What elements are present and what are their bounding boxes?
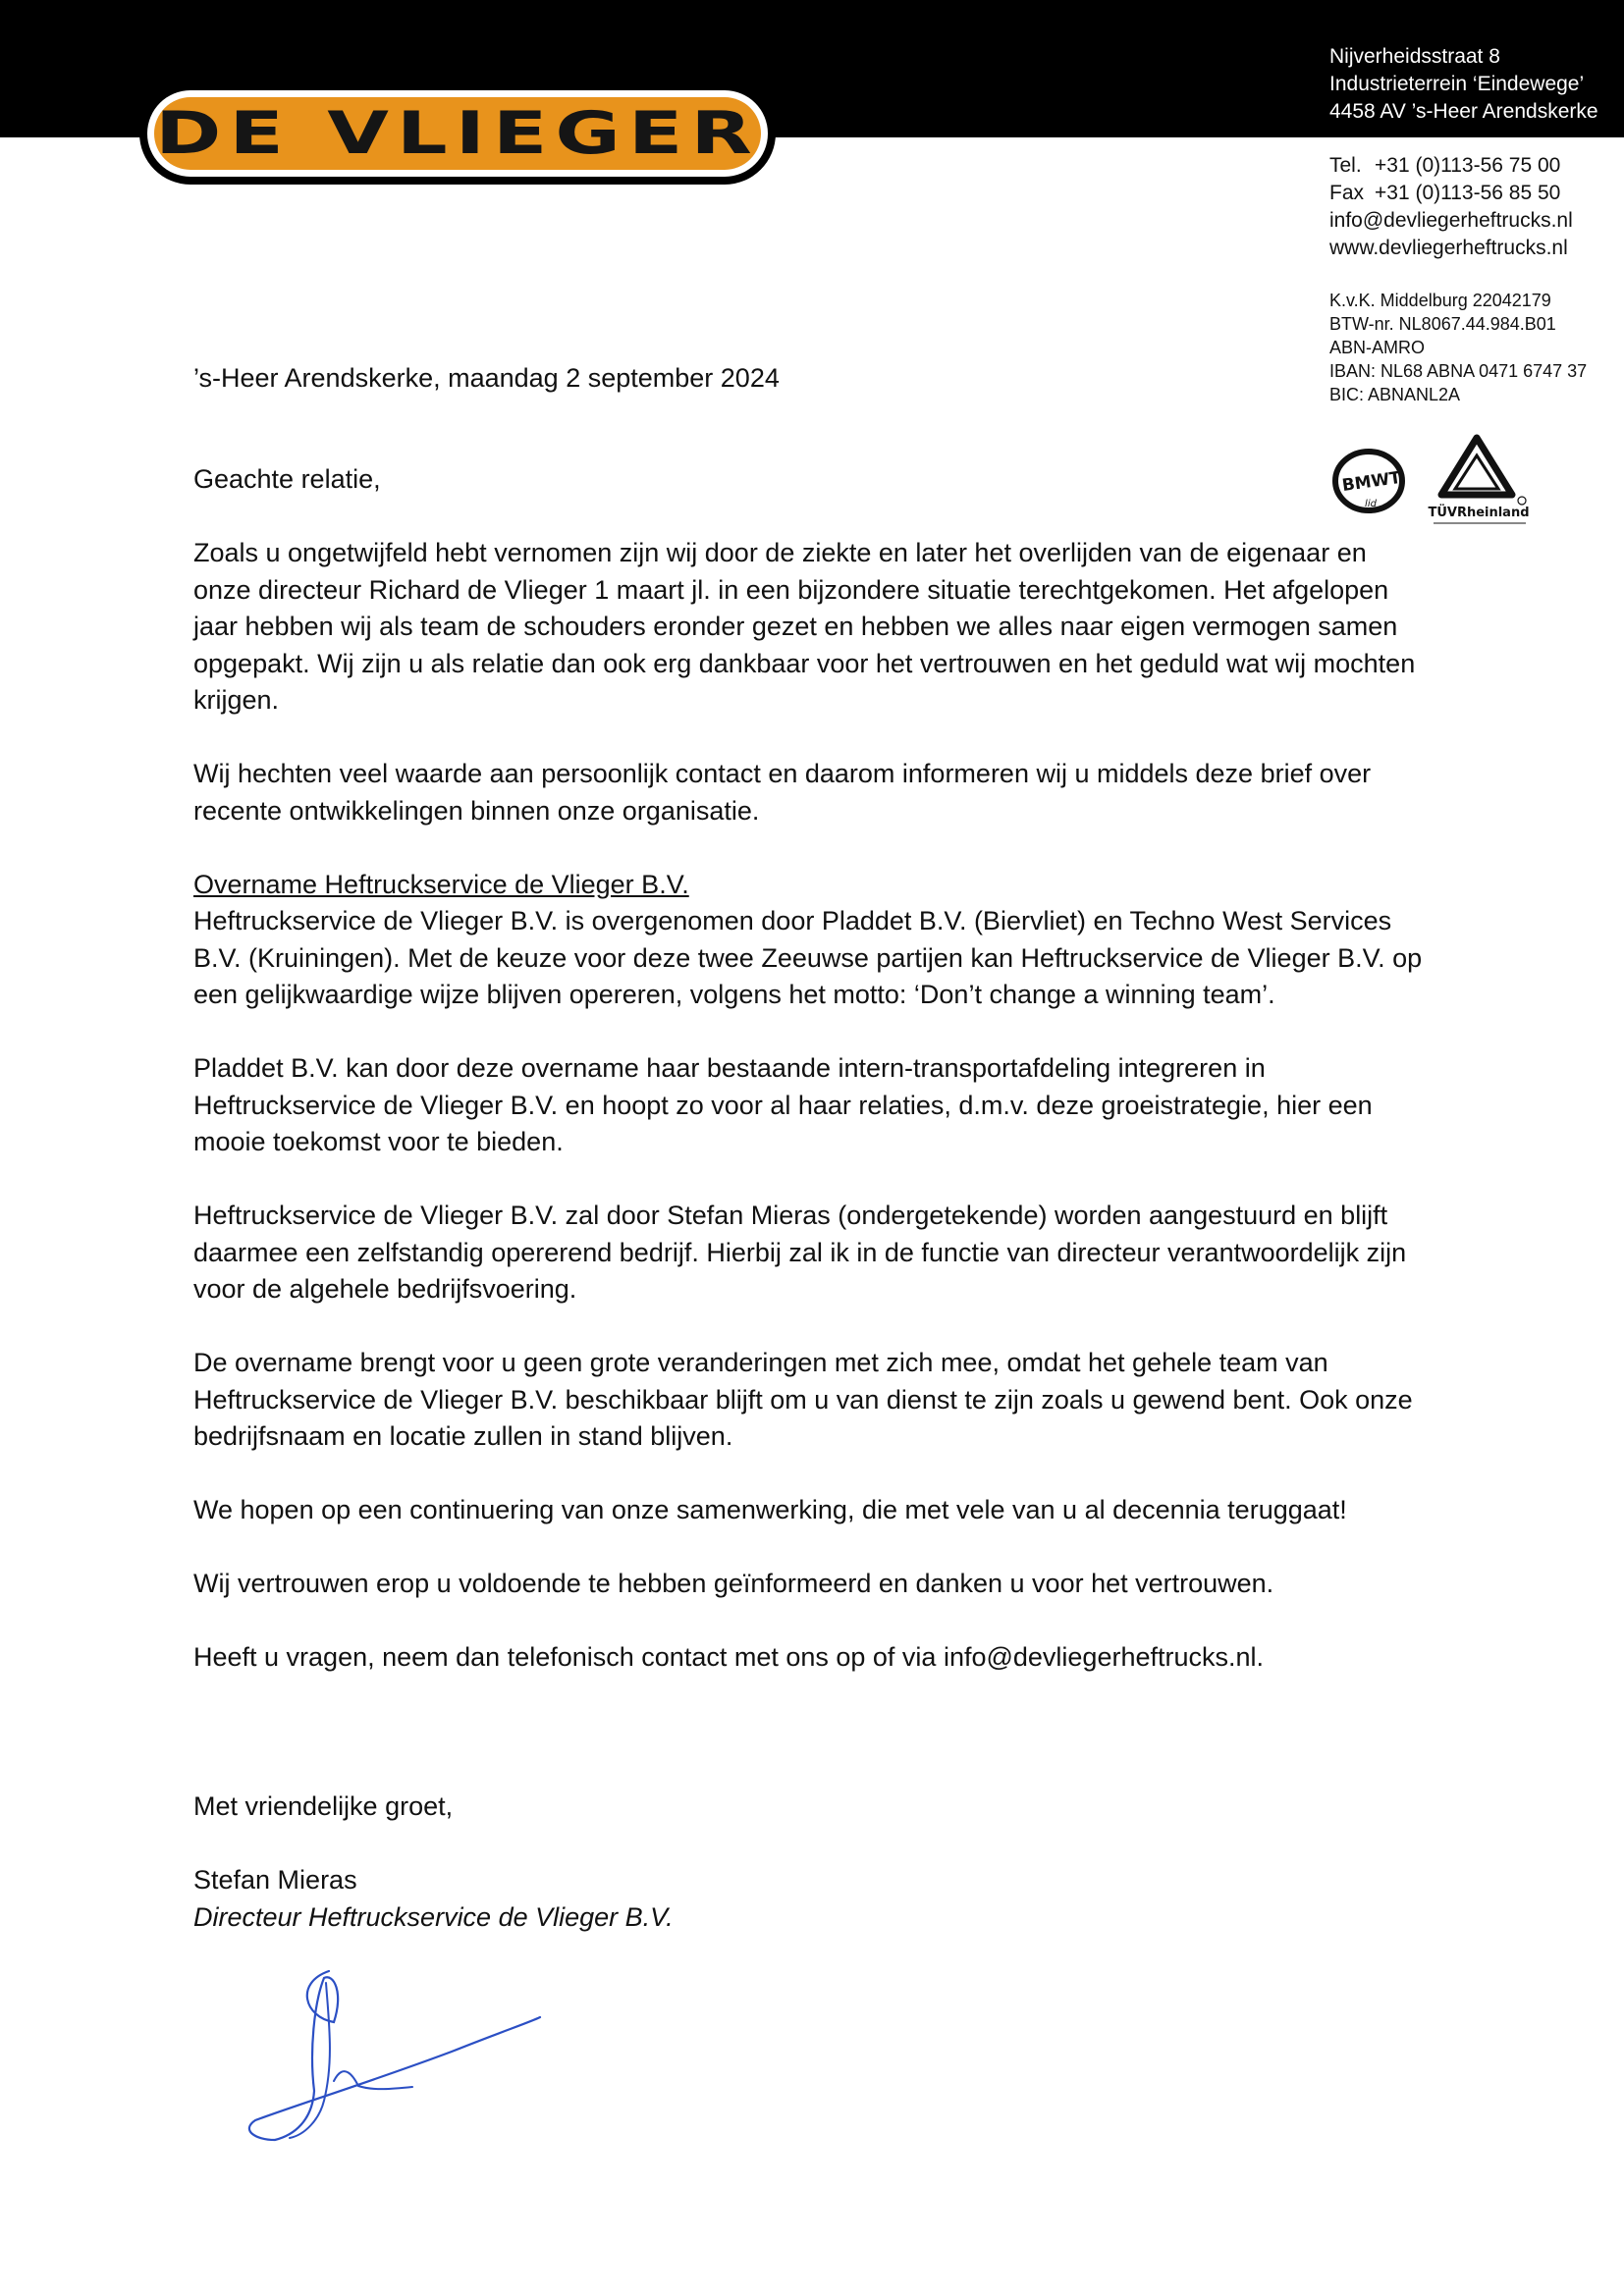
address-city: 4458 AV ’s-Heer Arendskerke xyxy=(1329,100,1598,123)
section-heading: Overname Heftruckservice de Vlieger B.V. xyxy=(193,869,689,899)
phone-label: Tel. xyxy=(1329,154,1362,177)
company-address xyxy=(1329,43,1598,126)
logo-text: DE VLIEGER xyxy=(155,99,760,168)
letter-date: ’s-Heer Arendskerke, maandag 2 september 2024 xyxy=(193,363,780,393)
fax-number: +31 (0)113-56 85 50 xyxy=(1375,182,1561,204)
vat-number: BTW-nr. NL8067.44.984.B01 xyxy=(1329,314,1556,334)
bmwt-logo-text: BMWT xyxy=(1340,467,1403,497)
paragraph-intro: Zoals u ongetwijfeld hebt vernomen zijn wij door de ziekte en later het overlijden van de eigenaar en onze directeur Richard de Vlieger 1 maart jl. in een bijzondere situatie terechtgekomen. Het afgelopen jaar hebben wij als team de schouders eronder gezet en hebben we alles naar eigen vermogen samen opgepakt. Wij zijn u als relatie dan ook erg dankbaar voor het vertrouwen en het geduld wat wij mochten krijgen. xyxy=(193,538,1416,715)
paragraph-thanks: Wij vertrouwen erop u voldoende te hebben geïnformeerd en danken u voor het vertrouwen. xyxy=(193,1569,1274,1598)
address-street: Nijverheidsstraat 8 xyxy=(1329,45,1500,68)
paragraph-purpose: Wij hechten veel waarde aan persoonlijk contact en daarom informeren wij u middels deze brief over recente ontwikkelingen binnen onze organisatie. xyxy=(193,759,1372,826)
phone-number: +31 (0)113-56 75 00 xyxy=(1375,154,1561,177)
website-address: www.devliegerheftrucks.nl xyxy=(1329,237,1568,259)
kvk-number: K.v.K. Middelburg 22042179 xyxy=(1329,291,1551,310)
paragraph-questions: Heeft u vragen, neem dan telefonisch contact met ons op of via info@devliegerheftrucks.nl. xyxy=(193,1642,1265,1672)
signer-title: Directeur Heftruckservice de Vlieger B.V. xyxy=(193,1901,674,1932)
company-contact xyxy=(1329,152,1573,262)
company-registry xyxy=(1329,289,1587,406)
phone-line xyxy=(1329,152,1573,180)
paragraph-management: Heftruckservice de Vlieger B.V. zal door Stefan Mieras (ondergetekende) worden aangestuurd en blijft daarmee een zelfstandig opererend bedrijf. Hierbij zal ik in de functie van directeur verantwoordelijk zijn voor de algehele bedrijfsvoering. xyxy=(193,1201,1407,1304)
bank-name: ABN-AMRO xyxy=(1329,338,1426,357)
letter-closing xyxy=(193,1789,674,1936)
fax-line xyxy=(1329,180,1573,207)
fax-label: Fax xyxy=(1329,182,1365,204)
paragraph-pladdet: Pladdet B.V. kan door deze overname haar bestaande intern-transportafdeling integreren in Heftruckservice de Vlieger B.V. en hoopt zo voor al haar relaties, d.m.v. deze groeistrategie, hier een mooie toekomst voor te bieden. xyxy=(193,1053,1373,1156)
iban-number: IBAN: NL68 ABNA 0471 6747 37 xyxy=(1329,361,1588,381)
closing-greeting: Met vriendelijke groet, xyxy=(193,1791,454,1821)
bic-code: BIC: ABNANL2A xyxy=(1329,385,1461,404)
tuv-logo-text: TÜVRheinland xyxy=(1428,506,1530,520)
handwritten-signature xyxy=(236,1963,560,2160)
paragraph-continuity: De overname brengt voor u geen grote veranderingen met zich mee, omdat het gehele team van Heftruckservice de Vlieger B.V. beschikbaar blijft om u van dienst te zijn zoals u gewend bent. Ook onze bedrijfsnaam en locatie zullen in stand blijven. xyxy=(193,1348,1413,1451)
address-area: Industrieterrein ‘Eindewege’ xyxy=(1329,73,1585,95)
bmwt-logo-subtext: lid xyxy=(1365,499,1377,509)
salutation: Geachte relatie, xyxy=(193,464,381,494)
signer-name: Stefan Mieras xyxy=(193,1865,357,1895)
paragraph-acquisition: Heftruckservice de Vlieger B.V. is overgenomen door Pladdet B.V. (Biervliet) en Techno West Services B.V. (Kruiningen). Met de keuze voor deze twee Zeeuwse partijen kan Heftruckservice de Vlieger B.V. op een gelijkwaardige wijze blijven opereren, volgens het motto: ‘Don’t change a winning team’. xyxy=(193,906,1423,1009)
letter-body xyxy=(193,461,1431,1713)
company-logo xyxy=(139,82,776,185)
paragraph-cooperation: We hopen op een continuering van onze samenwerking, die met vele van u al decennia teruggaat! xyxy=(193,1495,1347,1524)
tuv-logo-icon xyxy=(1428,434,1536,528)
email-address: info@devliegerheftrucks.nl xyxy=(1329,209,1573,232)
